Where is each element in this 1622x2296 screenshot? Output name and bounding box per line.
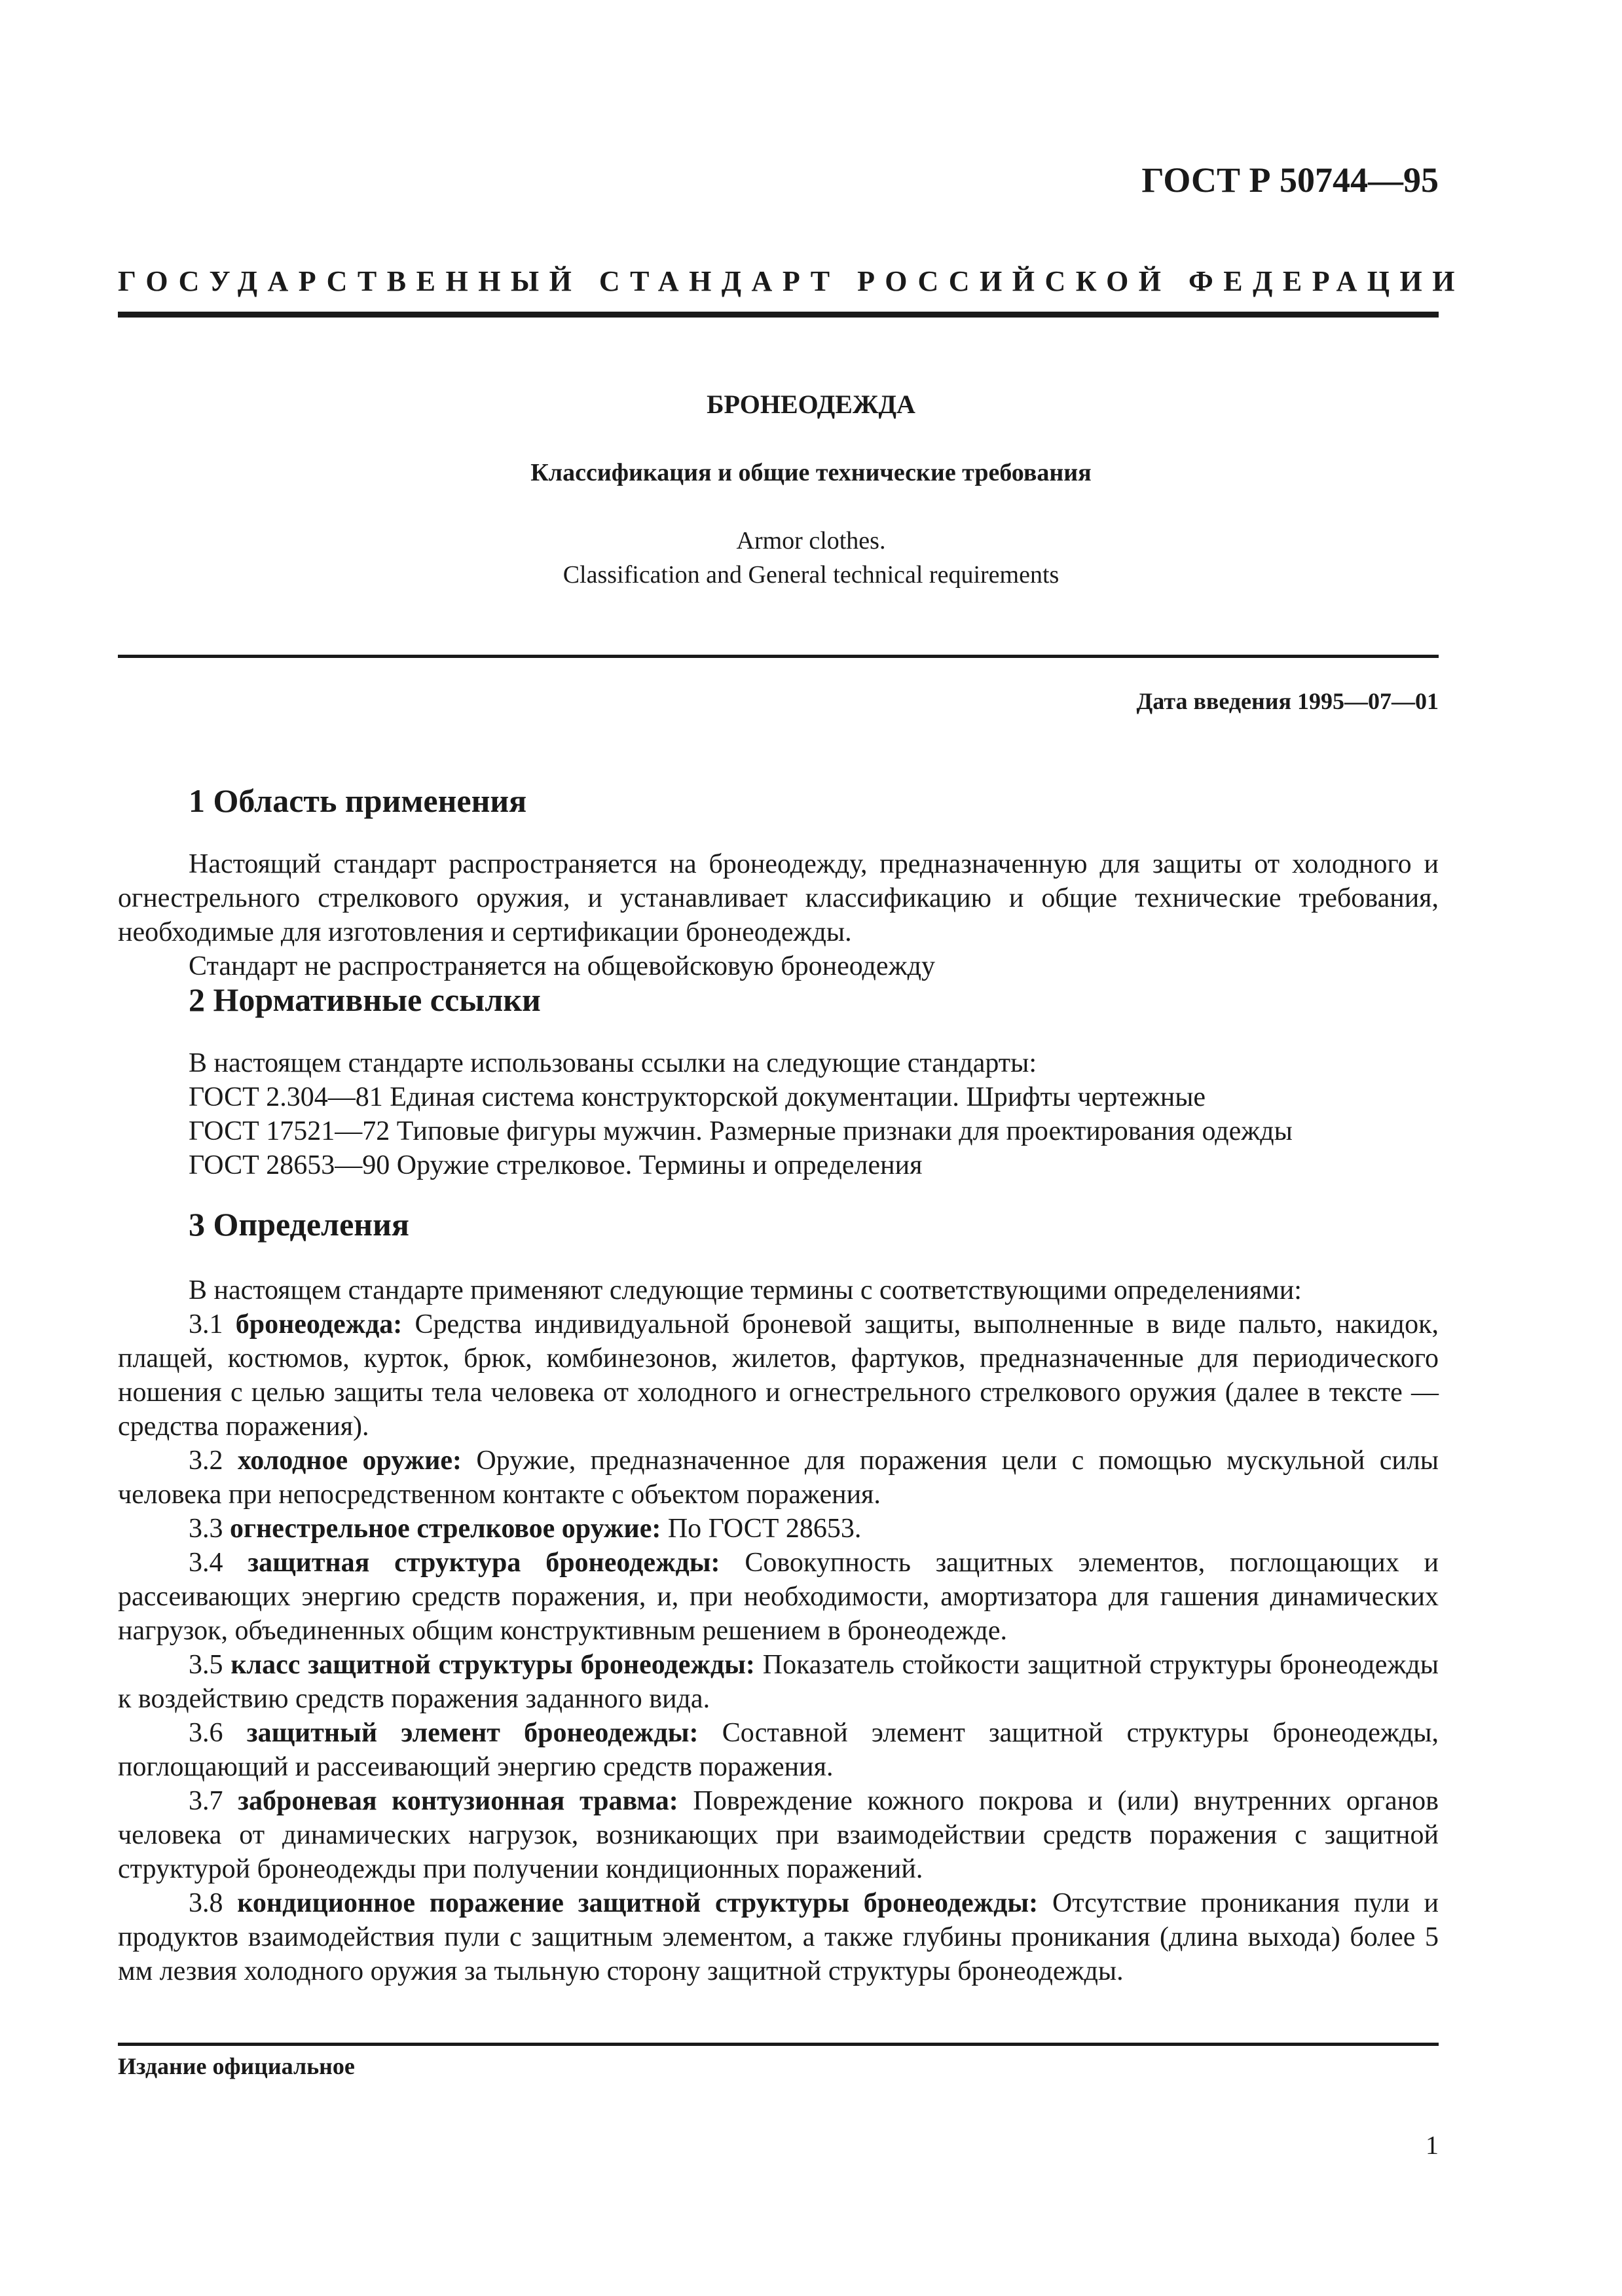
definition-text: Повреждение кожного покрова и (или) внутренних органов человека от динамических нагрузок, возникающих при взаимодействии средств поражения с защитной структурой бронеодежды при получении кондиционных поражений.: [118, 1786, 1439, 1884]
title-divider: [118, 655, 1439, 658]
reference-item: ГОСТ 28653—90 Оружие стрелковое. Термины и определения: [189, 1150, 923, 1180]
definition-item: [118, 1444, 1439, 1512]
definition-text: Показатель стойкости защитной структуры бронеодежды к воздействию средств поражения заданного вида.: [118, 1650, 1439, 1714]
references-intro: В настоящем стандарте использованы ссылки на следующие стандарты:: [189, 1048, 1037, 1078]
definition-number: 3.3: [189, 1514, 223, 1544]
document-code: ГОСТ Р 50744—95: [1141, 160, 1439, 200]
section-3-heading: 3 Определения: [189, 1206, 409, 1243]
definition-term: защитный элемент бронеодежды:: [246, 1718, 699, 1748]
definition-term: заброневая контузионная травма:: [238, 1786, 678, 1816]
introduction-date: Дата введения 1995—07—01: [1136, 688, 1439, 714]
definition-number: 3.7: [189, 1786, 223, 1816]
definition-item: [118, 1716, 1439, 1784]
section-1-paragraph: Настоящий стандарт распространяется на бронеодежду, предназначенную для защиты от холодного и огнестрельного стрелкового оружия, и устанавливает классификацию и общие технические требования, необходимые для изготовления и сертификации бронеодежды.: [118, 849, 1439, 947]
definition-item: [118, 1512, 1439, 1546]
definition-text: Совокупность защитных элементов, поглощающих и рассеивающих энергию средств поражения, и, при необходимости, амортизатора для гашения динамических нагрузок, объединенных общим конструктивным решением в бронеодежде.: [118, 1548, 1439, 1646]
english-title-line-1: Armor clothes.: [736, 527, 886, 555]
definition-term: класс защитной структуры бронеодежды:: [230, 1650, 755, 1680]
definition-term: огнестрельное стрелковое оружие:: [230, 1514, 661, 1544]
definition-item: [118, 1886, 1439, 1988]
section-2-heading: 2 Нормативные ссылки: [189, 981, 541, 1018]
section-3-body: [118, 1273, 1439, 1988]
definition-number: 3.2: [189, 1446, 223, 1476]
footer-divider: [118, 2043, 1439, 2046]
definition-text: По ГОСТ 28653.: [667, 1514, 862, 1544]
edition-label: Издание официальное: [118, 2053, 355, 2079]
document-title: БРОНЕОДЕЖДА: [707, 390, 915, 419]
definition-number: 3.1: [189, 1309, 223, 1339]
definition-term: бронеодежда:: [235, 1309, 403, 1339]
header-divider: [118, 312, 1439, 318]
definition-number: 3.6: [189, 1718, 223, 1748]
section-1-body: [118, 847, 1439, 983]
definition-term: кондиционное поражение защитной структуры бронеодежды:: [237, 1888, 1039, 1918]
definition-term: холодное оружие:: [237, 1446, 462, 1476]
state-standard-heading: ГОСУДАРСТВЕННЫЙ СТАНДАРТ РОССИЙСКОЙ ФЕДЕРАЦИИ: [118, 265, 1465, 297]
definition-text: Средства индивидуальной броневой защиты, выполненные в виде пальто, накидок, плащей, костюмов, курток, брюк, комбинезонов, жилетов, фартуков, предназначенные для периодического ношения с целью защиты тела человека от холодного и огнестрельного стрелкового оружия (далее в тексте — средства поражения).: [118, 1309, 1439, 1442]
reference-item: ГОСТ 17521—72 Типовые фигуры мужчин. Размерные признаки для проектирования одежды: [189, 1116, 1293, 1146]
document-subtitle: Классификация и общие технические требования: [530, 459, 1092, 486]
definition-term: защитная структура бронеодежды:: [248, 1548, 720, 1578]
definition-item: [118, 1546, 1439, 1648]
definition-number: 3.4: [189, 1548, 223, 1578]
section-1-paragraph: Стандарт не распространяется на общевойсковую бронеодежду: [189, 951, 935, 981]
definition-item: [118, 1784, 1439, 1886]
definition-number: 3.8: [189, 1888, 223, 1918]
definitions-intro: В настоящем стандарте применяют следующие термины с соответствующими определениями:: [189, 1275, 1302, 1305]
definition-text: Составной элемент защитной структуры бронеодежды, поглощающий и рассеивающий энергию средств поражения.: [118, 1718, 1439, 1782]
definition-item: [118, 1648, 1439, 1716]
definition-text: Оружие, предназначенное для поражения цели с помощью мускульной силы человека при непосредственном контакте с объектом поражения.: [118, 1446, 1439, 1510]
definition-number: 3.5: [189, 1650, 223, 1680]
definition-text: Отсутствие проникания пули и продуктов взаимодействия пули с защитным элементом, а также глубины проникания (длина выхода) более 5 мм лезвия холодного оружия за тыльную сторону защитной структуры бронеодежды.: [118, 1888, 1439, 1986]
section-1-heading: 1 Область применения: [189, 782, 527, 819]
english-title: [0, 524, 1622, 592]
page-number: 1: [1426, 2130, 1439, 2160]
english-title-line-2: Classification and General technical requirements: [562, 561, 1060, 589]
definition-item: [118, 1307, 1439, 1444]
section-2-body: [118, 1046, 1439, 1182]
reference-item: ГОСТ 2.304—81 Единая система конструкторской документации. Шрифты чертежные: [189, 1082, 1206, 1112]
